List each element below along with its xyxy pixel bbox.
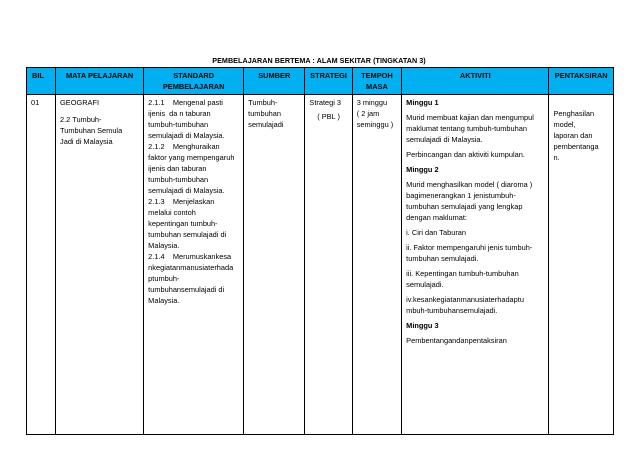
cell-sumber (244, 95, 305, 435)
cell-strategi (305, 95, 352, 435)
lesson-plan-table (26, 67, 614, 435)
standard-line: ptumbuh- (148, 274, 180, 283)
tempoh-line: seminggu ) (356, 120, 394, 129)
standard-line: faktor yang mempengaruh (148, 153, 235, 162)
subject-name: GEOGRAFI (60, 98, 100, 107)
cell-tempoh-masa (352, 95, 401, 435)
standard-line: 2.1.3 Menjelaskan (148, 197, 215, 206)
standard-line: tumbuh-tumbuhan (148, 175, 209, 184)
standard-line: 2.1.1 Mengenal pasti (148, 98, 223, 107)
header-standard-line2: PEMBELAJARAN (162, 82, 225, 91)
pentaksiran-line: Penghasilan (553, 109, 595, 118)
header-tempoh-line1: TEMPOH (361, 71, 393, 80)
standard-line: 2.1.4 Merumuskankesa (148, 252, 232, 261)
table-header-row (27, 68, 614, 95)
header-mata-pelajaran: MATA PELAJARAN (56, 68, 144, 95)
header-bil: BIL (27, 68, 56, 95)
header-standard-pembelajaran (144, 68, 244, 95)
header-tempoh-line2: MASA (366, 82, 388, 91)
strategi-line: Strategi 3 (309, 98, 342, 107)
activity-item: Murid membuat kajian dan mengumpul maklumat tentang tumbuh-tumbuhan semulajadi di Malaysia. (406, 113, 534, 144)
topic-line: 2.2 Tumbuh- (60, 115, 102, 124)
activity-item: Murid menghasilkan model ( diaroma ) bagimenerangkan 1 jenistumbuh-tumbuhan semulajadi yang lengkap dengan maklumat: (406, 180, 533, 222)
week-2-heading: Minggu 2 (406, 165, 439, 174)
tempoh-line: 3 minggu (356, 98, 388, 107)
standard-line: tumbuhansemulajadi di (148, 285, 225, 294)
activity-item: Pembentangandanpentaksiran (406, 336, 507, 345)
cell-bil: 01 (27, 95, 56, 435)
standard-line: tumbuh-tumbuhan (148, 120, 209, 129)
document-title: PEMBELAJARAN BERTEMA : ALAM SEKITAR (TINGKATAN 3) (212, 56, 426, 65)
cell-mata-pelajaran (56, 95, 144, 435)
header-tempoh-masa (352, 68, 401, 95)
strategi-pbl: ( PBL ) (317, 112, 340, 121)
sumber-line: semulajadi (248, 120, 284, 129)
week-3-heading: Minggu 3 (406, 321, 439, 330)
header-pentaksiran: PENTAKSIRAN (549, 68, 614, 95)
standard-line: melalui contoh (148, 208, 196, 217)
standard-line: Malaysia. (148, 241, 180, 250)
sumber-line: Tumbuh- (248, 98, 278, 107)
header-aktiviti: AKTIVITI (402, 68, 549, 95)
cell-aktiviti (402, 95, 549, 435)
pentaksiran-line: n. (553, 153, 560, 162)
standard-line: kepentingan tumbuh- (148, 219, 218, 228)
cell-standard-pembelajaran (144, 95, 244, 435)
standard-line: tumbuhan semulajadi di (148, 230, 227, 239)
pentaksiran-line: pembentanga (553, 142, 599, 151)
activity-item: Perbincangan dan aktiviti kumpulan. (406, 150, 525, 159)
activity-item: iii. Kepentingan tumbuh-tumbuhan semulajadi. (406, 269, 519, 289)
standard-line: semulajadi di Malaysia. (148, 186, 225, 195)
activity-item: i. Ciri dan Taburan (406, 228, 466, 237)
standard-line: Malaysia. (148, 296, 180, 305)
cell-pentaksiran (549, 95, 614, 435)
activity-item: iv.kesankegiatanmanusiaterhadaptu mbuh-tumbuhansemulajadi. (406, 295, 524, 315)
standard-line: nkegiatanmanusiaterhada (148, 263, 234, 272)
standard-line: ijenis dan taburan (148, 164, 207, 173)
tempoh-line: ( 2 jam (356, 109, 380, 118)
header-standard-line1: STANDARD (173, 71, 215, 80)
topic-line: Jadi di Malaysia (60, 137, 113, 146)
sumber-line: tumbuhan (248, 109, 282, 118)
header-sumber: SUMBER (244, 68, 305, 95)
table-row (27, 95, 614, 435)
topic-line: Tumbuhan Semula (60, 126, 123, 135)
week-1-heading: Minggu 1 (406, 98, 439, 107)
standard-line: semulajadi di Malaysia. (148, 131, 225, 140)
pentaksiran-line: model, (553, 120, 576, 129)
activity-item: ii. Faktor mempengaruhi jenis tumbuh-tumbuhan semulajadi. (406, 243, 533, 263)
header-strategi: STRATEGI (305, 68, 352, 95)
standard-line: 2.1.2 Menghuraikan (148, 142, 220, 151)
standard-line: ijenis da n taburan (148, 109, 211, 118)
pentaksiran-line: laporan dan (553, 131, 593, 140)
